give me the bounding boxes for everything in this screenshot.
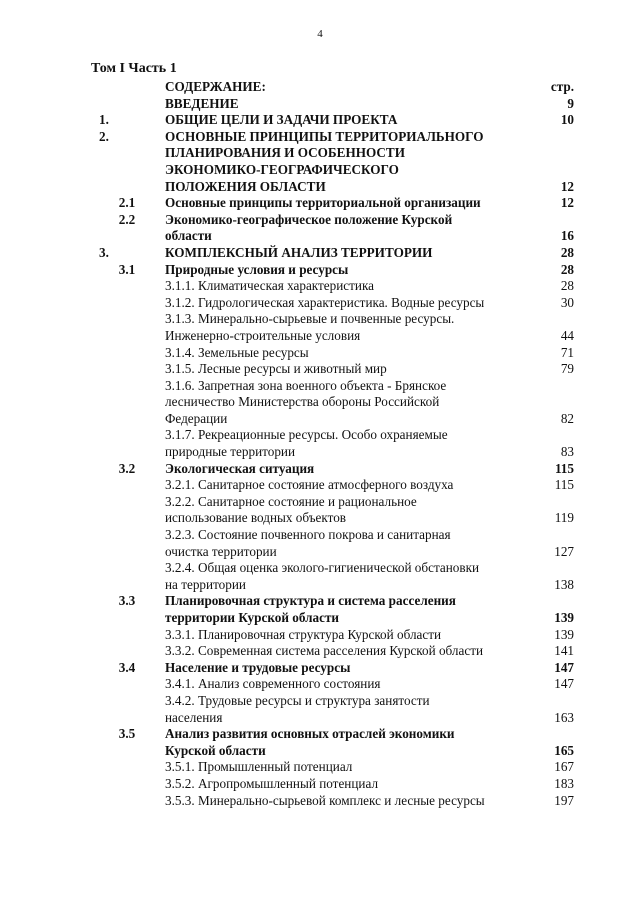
toc-entry-title-line: Анализ развития основных отраслей экономики — [165, 726, 455, 742]
toc-entry — [0, 693, 640, 726]
toc-entry-page: 30 — [560, 294, 574, 310]
toc-entry-number: 3.2 — [118, 460, 136, 476]
toc-entry-title-line: 3.5.2. Агропромышленный потенциал — [165, 775, 379, 791]
toc-entry — [0, 793, 640, 810]
toc-entry — [0, 593, 640, 626]
toc-entry-page: 44 — [560, 327, 574, 343]
toc-entry-title-line: ПОЛОЖЕНИЯ ОБЛАСТИ — [165, 178, 326, 194]
toc-page-label: стр. — [550, 79, 574, 94]
toc-entry-page: 79 — [560, 361, 574, 377]
toc-entry-title-line: Инженерно-строительные условия — [165, 327, 361, 343]
toc-entry-title-line: 3.1.1. Климатическая характеристика — [165, 278, 375, 294]
toc-entry-title-line: 3.2.1. Санитарное состояние атмосферного воздуха — [165, 477, 454, 493]
toc-entry — [0, 311, 640, 344]
toc-entry-title-line: 3.1.2. Гидрологическая характеристика. Водные ресурсы — [165, 294, 485, 310]
page-number: 4 — [317, 28, 323, 40]
toc-entry-number: 3. — [99, 244, 109, 260]
toc-entry-page: 10 — [560, 112, 574, 128]
toc-entry-page: 12 — [560, 178, 574, 194]
toc-entry-page: 197 — [554, 792, 574, 808]
toc-entry-number: 2. — [99, 128, 109, 144]
toc-entry-page: 127 — [554, 543, 574, 559]
toc-entry-page: 163 — [554, 709, 574, 725]
toc-entry — [0, 660, 640, 677]
toc-entry — [0, 427, 640, 460]
toc-entry-title-line: области — [165, 228, 212, 244]
toc-entry-title-line: 3.1.3. Минерально-сырьевые и почвенные ресурсы. — [165, 311, 455, 327]
toc-entry-title-line: очистка территории — [165, 543, 277, 559]
toc-entry — [0, 262, 640, 279]
toc-entry — [0, 477, 640, 494]
toc-entry-title-line: 3.5.3. Минерально-сырьевой комплекс и лесные ресурсы — [165, 792, 485, 808]
toc-entry-title-line: использование водных объектов — [165, 510, 347, 526]
toc-entry-title-line: 3.1.7. Рекреационные ресурсы. Особо охраняемые — [165, 427, 448, 443]
toc-entry-title-line: ВВЕДЕНИЕ — [165, 95, 239, 111]
toc-entry-page: 71 — [560, 344, 574, 360]
toc-entry-title-line: лесничество Министерства обороны Российской — [165, 394, 440, 410]
toc-entry — [0, 527, 640, 560]
toc-entry-title-line: ПЛАНИРОВАНИЯ И ОСОБЕННОСТИ — [165, 145, 405, 161]
toc-entry-title-line: 3.3.1. Планировочная структура Курской области — [165, 626, 442, 642]
toc-entry-page: 82 — [560, 410, 574, 426]
toc-entry-page: 139 — [554, 610, 574, 625]
toc-entry — [0, 212, 640, 245]
toc-entry-page: 147 — [554, 676, 574, 692]
toc-entry — [0, 776, 640, 793]
toc-entry — [0, 195, 640, 212]
toc-header — [0, 79, 640, 96]
toc-entry-title-line: 3.5.1. Промышленный потенциал — [165, 759, 353, 775]
toc-entry-title-line: Планировочная структура и система расселения — [165, 593, 456, 609]
toc-entry — [0, 278, 640, 295]
toc-entry — [0, 560, 640, 593]
toc-entry-page: 119 — [554, 510, 574, 526]
toc-entry-title-line: Основные принципы территориальной организации — [165, 195, 481, 211]
toc-entry-page: 12 — [560, 195, 574, 211]
toc-entry-number: 3.3 — [118, 593, 136, 609]
toc-entry-page: 147 — [554, 659, 574, 675]
toc-entry-title-line: 3.2.2. Санитарное состояние и рациональное — [165, 493, 417, 509]
toc-entry-title-line: Природные условия и ресурсы — [165, 261, 349, 277]
toc-entry — [0, 96, 640, 113]
toc-entry — [0, 676, 640, 693]
toc-entry-title-line: 3.4.2. Трудовые ресурсы и структура занятости — [165, 692, 430, 708]
toc-entry — [0, 129, 640, 195]
toc-entry-title-line: 3.1.6. Запретная зона военного объекта - Брянское — [165, 377, 447, 393]
toc-entry-title-line: Население и трудовые ресурсы — [165, 659, 351, 675]
toc-entry — [0, 361, 640, 378]
toc-entry-title-line: Федерации — [165, 410, 228, 426]
toc-entry-number: 2.2 — [118, 211, 136, 227]
toc-entry-page: 83 — [560, 444, 574, 460]
toc-entry-page: 115 — [554, 477, 574, 493]
toc-entry-title-line: ОБЩИЕ ЦЕЛИ И ЗАДАЧИ ПРОЕКТА — [165, 112, 398, 128]
toc-entry — [0, 461, 640, 478]
toc-entry-page: 115 — [554, 460, 574, 476]
toc-entry-page: 165 — [554, 742, 574, 758]
toc-entry-page: 183 — [554, 775, 574, 791]
toc-entry-number: 2.1 — [118, 195, 136, 211]
toc-entry-page: 141 — [554, 643, 574, 659]
toc-entry-title-line: на территории — [165, 576, 246, 592]
toc-entry — [0, 245, 640, 262]
toc-entry — [0, 726, 640, 759]
toc-entry-title-line: Экологическая ситуация — [165, 460, 315, 476]
toc-entry-title-line: территории Курской области — [165, 610, 340, 625]
toc-entry-title-line: 3.3.2. Современная система расселения Курской области — [165, 643, 484, 659]
toc-entry-page: 9 — [567, 95, 574, 111]
toc-entry-page: 138 — [554, 576, 574, 592]
toc-entry-title-line: Экономико-географическое положение Курской — [165, 211, 453, 227]
toc-entry — [0, 112, 640, 129]
toc-entry-page: 139 — [554, 626, 574, 642]
toc-entry-page: 16 — [560, 228, 574, 244]
volume-label: Том I Часть 1 — [91, 61, 177, 76]
toc-entry-number: 3.5 — [118, 726, 136, 742]
toc-entry-title-line: ОСНОВНЫЕ ПРИНЦИПЫ ТЕРРИТОРИАЛЬНОГО — [165, 128, 484, 144]
toc-entry-title-line: 3.1.5. Лесные ресурсы и животный мир — [165, 361, 387, 377]
toc-entry — [0, 643, 640, 660]
toc-entry-title-line: природные территории — [165, 444, 296, 460]
toc-entry-title-line: населения — [165, 709, 223, 725]
toc-entry-title-line: ЭКОНОМИКО-ГЕОГРАФИЧЕСКОГО — [165, 161, 399, 177]
toc-entry-title-line: 3.4.1. Анализ современного состояния — [165, 676, 381, 692]
toc-entry-page: 28 — [560, 261, 574, 277]
toc-entry-title-line: Курской области — [165, 742, 266, 758]
toc-entry-title-line: 3.1.4. Земельные ресурсы — [165, 344, 309, 360]
toc-entry-number: 3.4 — [118, 659, 136, 675]
toc-entry-title-line: 3.2.4. Общая оценка эколого-гигиенической обстановки — [165, 560, 480, 576]
toc-entry — [0, 627, 640, 644]
toc-entry-page: 167 — [554, 759, 574, 775]
toc-entry-page: 28 — [560, 278, 574, 294]
toc-title: СОДЕРЖАНИЕ: — [165, 79, 266, 94]
toc-entry — [0, 494, 640, 527]
toc-entry-number: 1. — [99, 112, 109, 128]
toc-entry-title-line: КОМПЛЕКСНЫЙ АНАЛИЗ ТЕРРИТОРИИ — [165, 244, 433, 260]
toc-entry-page: 28 — [560, 244, 574, 260]
toc-entry-number: 3.1 — [118, 261, 136, 277]
toc-entry — [0, 759, 640, 776]
toc-entry — [0, 345, 640, 362]
toc-entry — [0, 378, 640, 428]
toc-entry-title-line: 3.2.3. Состояние почвенного покрова и санитарная — [165, 527, 451, 543]
table-of-contents — [0, 79, 640, 809]
toc-entry — [0, 295, 640, 312]
